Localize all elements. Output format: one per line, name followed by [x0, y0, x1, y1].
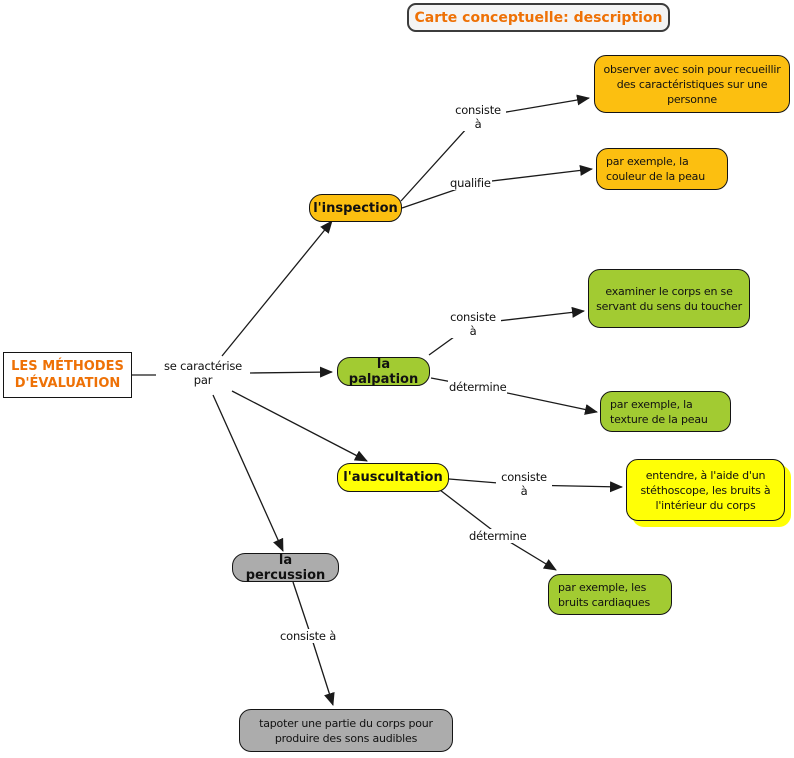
description-node-entendre[interactable]: entendre, à l'aide d'un stéthoscope, les bruits à l'intérieur du corps — [626, 459, 785, 521]
concept-node-inspection[interactable]: l'inspection — [309, 194, 402, 222]
linking-phrase-se-caracterise-par[interactable]: se caractérise par — [157, 359, 249, 387]
linking-phrase-determine-palpation[interactable]: détermine — [449, 380, 507, 394]
concept-node-percussion[interactable]: la percussion — [232, 553, 339, 582]
description-node-examiner[interactable]: examiner le corps en se servant du sens du toucher — [588, 269, 750, 328]
description-node-texture[interactable]: par exemple, la texture de la peau — [600, 391, 731, 432]
edge-hub-to-auscultation — [232, 391, 367, 461]
linking-phrase-qualifie[interactable]: qualifie — [450, 176, 491, 190]
concept-node-root[interactable]: LES MÉTHODES D'ÉVALUATION — [3, 352, 132, 398]
edge-hub-to-percussion — [213, 395, 283, 551]
edge-hub-to-inspection — [222, 221, 332, 356]
description-node-bruits[interactable]: par exemple, les bruits cardiaques — [548, 574, 672, 615]
description-node-couleur[interactable]: par exemple, la couleur de la peau — [596, 148, 728, 190]
description-node-observer[interactable]: observer avec soin pour recueillir des caractéristiques sur une personne — [594, 55, 790, 113]
edge-percussion-to-tapoter — [293, 582, 333, 705]
linking-phrase-determine-auscultation[interactable]: détermine — [469, 529, 527, 543]
edge-inspection-to-couleur — [402, 169, 592, 208]
linking-phrase-consiste-a-palpation[interactable]: consiste à — [445, 310, 501, 338]
linking-phrase-consiste-a-inspection[interactable]: consiste à — [450, 103, 506, 131]
page-title[interactable]: Carte conceptuelle: description — [407, 3, 670, 32]
concept-node-auscultation[interactable]: l'auscultation — [337, 463, 449, 492]
edge-hub-to-palpation — [250, 372, 332, 373]
description-node-tapoter[interactable]: tapoter une partie du corps pour produire des sons audibles — [239, 709, 453, 752]
linking-phrase-consiste-a-auscultation[interactable]: consiste à — [496, 470, 552, 498]
concept-node-palpation[interactable]: la palpation — [337, 357, 430, 386]
linking-phrase-consiste-a-percussion[interactable]: consiste à — [280, 629, 337, 643]
